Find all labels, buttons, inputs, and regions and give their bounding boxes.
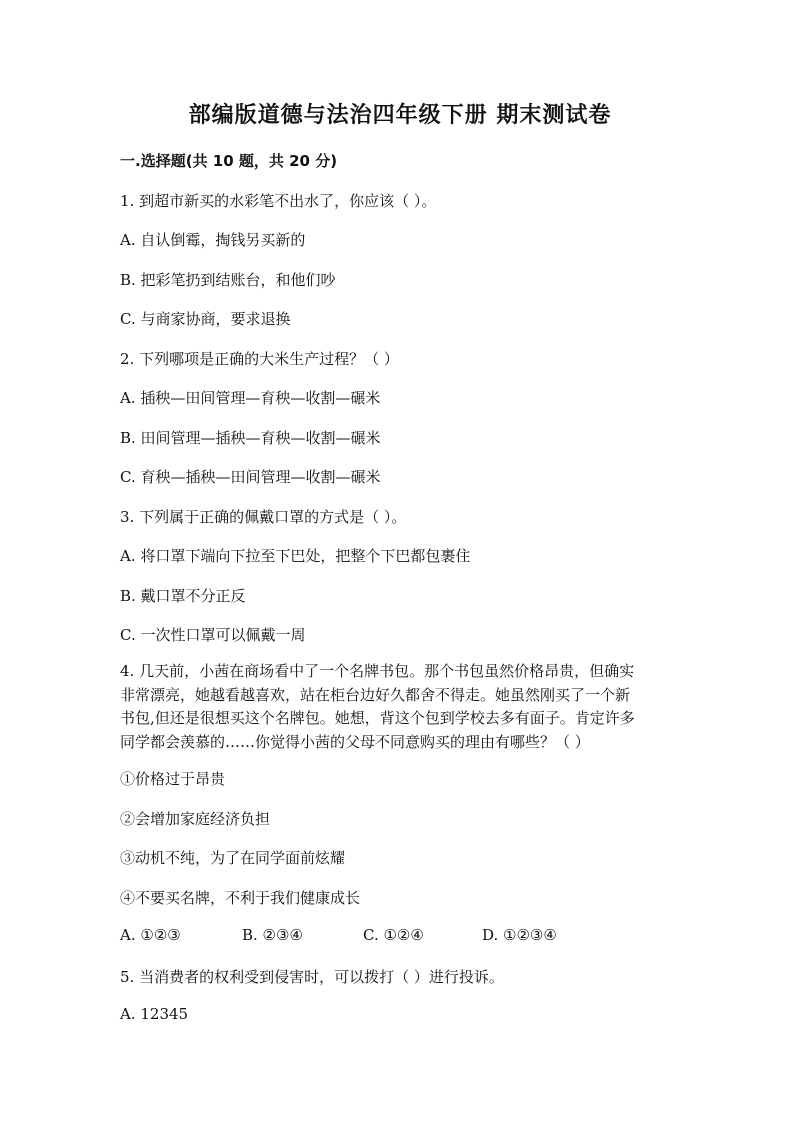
question-4-stem bbox=[120, 660, 685, 755]
question-1-option-a: A. 自认倒霉，掏钱另买新的 bbox=[120, 231, 306, 249]
question-1-option-c: C. 与商家协商，要求退换 bbox=[120, 310, 291, 328]
question-4-statement-3: ③动机不纯，为了在同学面前炫耀 bbox=[120, 849, 346, 867]
question-3-option-a: A. 将口罩下端向下拉至下巴处，把整个下巴都包裹住 bbox=[120, 547, 471, 565]
section-heading: 一.选择题(共 10 题，共 20 分) bbox=[120, 152, 338, 170]
question-4-option-b: B. ②③④ bbox=[242, 926, 303, 944]
question-4-option-d: D. ①②③④ bbox=[482, 926, 557, 944]
question-2-stem: 2. 下列哪项是正确的大米生产过程？（ ） bbox=[120, 350, 399, 368]
question-4-stem-line-3: 书包,但还是很想买这个名牌包。她想，背这个包到学校去多有面子。肯定许多 bbox=[120, 709, 635, 728]
question-4-option-c: C. ①②④ bbox=[363, 926, 424, 944]
question-2-option-c: C. 育秧—插秧—田间管理—收割—碾米 bbox=[120, 468, 381, 486]
question-4-statement-4: ④不要买名牌，不利于我们健康成长 bbox=[120, 889, 361, 907]
question-5-option-a: A. 12345 bbox=[120, 1005, 189, 1023]
question-4-statement-1: ①价格过于昂贵 bbox=[120, 770, 226, 788]
question-4-stem-line-2: 非常漂亮，她越看越喜欢，站在柜台边好久都舍不得走。她虽然刚买了一个新 bbox=[120, 685, 631, 704]
exam-title: 部编版道德与法治四年级下册 期末测试卷 bbox=[188, 103, 612, 128]
question-4-option-a: A. ①②③ bbox=[120, 926, 181, 944]
question-3-option-b: B. 戴口罩不分正反 bbox=[120, 587, 246, 605]
question-4-stem-line-4: 同学都会羡慕的……你觉得小茜的父母不同意购买的理由有哪些？（ ） bbox=[120, 733, 590, 752]
question-4-stem-line-1: 4. 几天前，小茜在商场看中了一个名牌书包。那个书包虽然价格昂贵，但确实 bbox=[120, 662, 635, 680]
question-4-statement-2: ②会增加家庭经济负担 bbox=[120, 810, 271, 828]
question-1-option-b: B. 把彩笔扔到结账台，和他们吵 bbox=[120, 271, 336, 289]
question-5-stem: 5. 当消费者的权利受到侵害时，可以拨打（ ）进行投诉。 bbox=[120, 968, 504, 986]
question-2-option-b: B. 田间管理—插秧—育秧—收割—碾米 bbox=[120, 429, 381, 447]
question-3-option-c: C. 一次性口罩可以佩戴一周 bbox=[120, 626, 306, 644]
question-2-option-a: A. 插秧—田间管理—育秧—收割—碾米 bbox=[120, 389, 381, 407]
question-1-stem: 1. 到超市新买的水彩笔不出水了，你应该（ ）。 bbox=[120, 192, 437, 210]
question-3-stem: 3. 下列属于正确的佩戴口罩的方式是（ ）。 bbox=[120, 508, 407, 526]
